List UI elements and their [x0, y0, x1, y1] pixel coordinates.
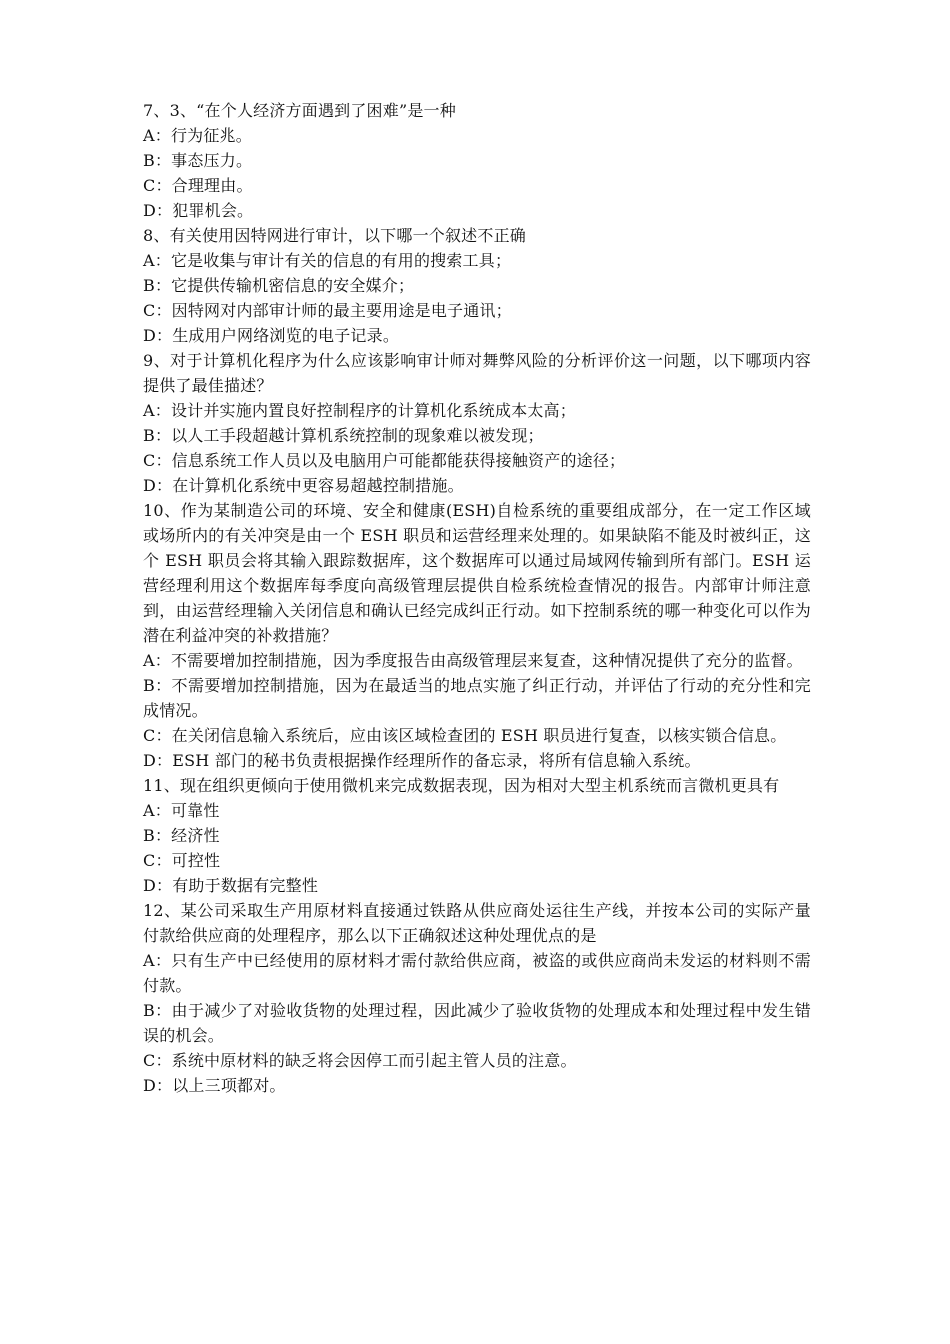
option-b: B：事态压力。 — [143, 151, 253, 170]
question-stem: 10、作为某制造公司的环境、安全和健康(ESH)自检系统的重要组成部分，在一定工作区域或场所内的有关冲突是由一个 ESH 职员和运营经理来处理的。如果缺陷不能及时被纠正，这个 ESH 职员会将其输入跟踪数据库，这个数据库可以通过局域网传输到所有部门。ESH 运营经理利用这个数据库每季度向高级管理层提供自检系统检查情况的报告。内部审计师注意到，由运营经理输入关闭信息和确认已经完成纠正行动。如下控制系统的哪一种变化可以作为潜在利益冲突的补救措施？ — [143, 501, 811, 645]
question-stem: 8、有关使用因特网进行审计，以下哪一个叙述不正确 — [143, 226, 526, 245]
option-a: A：设计并实施内置良好控制程序的计算机化系统成本太高； — [143, 401, 576, 420]
question-11 — [143, 773, 811, 898]
question-stem: 11、现在组织更倾向于使用微机来完成数据表现，因为相对大型主机系统而言微机更具有 — [143, 776, 780, 795]
option-c: C：可控性 — [143, 851, 221, 870]
option-d: D：有助于数据有完整性 — [143, 876, 319, 895]
question-stem: 12、某公司采取生产用原材料直接通过铁路从供应商处运往生产线，并按本公司的实际产量付款给供应商的处理程序，那么以下正确叙述这种处理优点的是 — [143, 901, 811, 945]
option-b: B：不需要增加控制措施，因为在最适当的地点实施了纠正行动，并评估了行动的充分性和完成情况。 — [143, 676, 811, 720]
question-7 — [143, 98, 811, 223]
option-d: D：在计算机化系统中更容易超越控制措施。 — [143, 476, 464, 495]
question-stem: 7、3、“在个人经济方面遇到了困难”是一种 — [143, 101, 456, 120]
option-b: B：以人工手段超越计算机系统控制的现象难以被发现； — [143, 426, 544, 445]
option-a: A：只有生产中已经使用的原材料才需付款给供应商，被盗的或供应商尚未发运的材料则不需付款。 — [143, 951, 811, 995]
option-b: B：经济性 — [143, 826, 220, 845]
document-page — [143, 98, 811, 1098]
option-d: D：生成用户网络浏览的电子记录。 — [143, 326, 400, 345]
option-d: D：ESH 部门的秘书负责根据操作经理所作的备忘录，将所有信息输入系统。 — [143, 751, 701, 770]
option-d: D：以上三项都对。 — [143, 1076, 286, 1095]
option-c: C：信息系统工作人员以及电脑用户可能都能获得接触资产的途径； — [143, 451, 626, 470]
option-c: C：因特网对内部审计师的最主要用途是电子通讯； — [143, 301, 512, 320]
option-a: A：行为征兆。 — [143, 126, 252, 145]
option-c: C：合理理由。 — [143, 176, 253, 195]
question-12 — [143, 898, 811, 1098]
option-a: A：可靠性 — [143, 801, 220, 820]
option-b: B：由于减少了对验收货物的处理过程，因此减少了验收货物的处理成本和处理过程中发生错误的机会。 — [143, 1001, 811, 1045]
option-b: B：它提供传输机密信息的安全媒介； — [143, 276, 415, 295]
question-9 — [143, 348, 811, 498]
option-a: A：不需要增加控制措施，因为季度报告由高级管理层来复查，这种情况提供了充分的监督。 — [143, 651, 803, 670]
question-10 — [143, 498, 811, 773]
option-c: C：系统中原材料的缺乏将会因停工而引起主管人员的注意。 — [143, 1051, 577, 1070]
option-d: D：犯罪机会。 — [143, 201, 254, 220]
option-c: C：在关闭信息输入系统后，应由该区域检查团的 ESH 职员进行复查，以核实锁合信息。 — [143, 726, 787, 745]
option-a: A：它是收集与审计有关的信息的有用的搜索工具； — [143, 251, 512, 270]
question-stem: 9、对于计算机化程序为什么应该影响审计师对舞弊风险的分析评价这一问题，以下哪项内容提供了最佳描述？ — [143, 351, 811, 395]
question-8 — [143, 223, 811, 348]
